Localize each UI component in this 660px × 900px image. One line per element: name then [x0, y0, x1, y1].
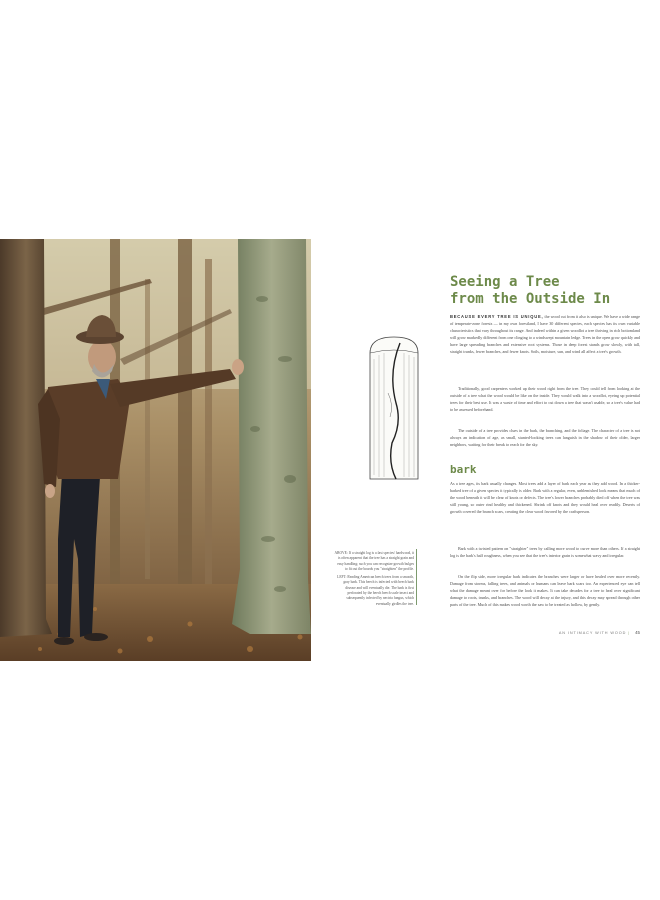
intro-text: the wood cut from it also is unique. We have a wide range of temperate-zone forests — in my own forestland, I have 30 different species, each species has its own variable characteristics that vary throughout its range. And indeed within a given woodlot a tree thriving in rich bottomland will grow markedly different from one clinging to a windswept mountain ledge. Trees in the open grow quickly and have large spreading branches and extensive root systems. Those in deep forest stands grow slowly, with tall, straight trunks, fewer branches, and fewer knots. Soils, moisture, sun, and wind all affect a tree's growth.: [450, 314, 640, 355]
forest-photo: [0, 239, 311, 661]
section-title-line1: Seeing a Tree: [450, 274, 560, 290]
bark-paragraph-1: As a tree ages, its bark usually changes. Most trees add a layer of bark each year as they add wood. In a thicker-barked tree of a given species it typically is older. Bark with a regular, even, unblemished look means that much of the wood beneath it will be clear of knots or defects. The tree's lower branches probably died off when the tree was still young, so outer rind healthy and thickened. Shrink off knots and they would heal over readily. Deserts of growth covered the branch scars, creating the clear wood favored by the craftsperson.: [450, 481, 640, 515]
caption-above: ABOVE: If a straight log is a fast species/ hardwood, it is often apparent that the tree has a straight grain and easy handling; such you can recognize growth bulges to fit out the boards you "straighten" the profile.: [334, 551, 414, 571]
bark-paragraph-3: On the flip side, more irregular bark indicates the branches were larger or have healed over more recently. Damage from storms, falling trees, and animals or humans can leave bark scars too. An experienced eye can tell what the damage meant over for before the look it makes. It can take decades for a tree to heal over significant damage to roots, trunks, and branches. The wood will decay at the injury, and this decay may spread through other parts of the tree. Much of this makes wood worth the saw to be treated as hollow, by gently.: [450, 574, 640, 608]
running-head: AN INTIMACY WITH WOOD: [558, 631, 627, 635]
folio-separator: |: [628, 631, 631, 635]
caption-divider: [416, 549, 417, 605]
subheading-bark: bark: [450, 463, 477, 476]
forest-photo-image: [0, 239, 311, 661]
section-title: [450, 274, 640, 308]
plank-illustration: [366, 333, 422, 483]
photo-caption: [334, 551, 414, 610]
intro-paragraph: [450, 313, 640, 356]
plank-drawing: [366, 333, 422, 483]
intro-lead: BECAUSE EVERY TREE IS UNIQUE,: [450, 314, 544, 319]
caption-left: LEFT: Reading American beech trees from a smooth, gray bark. This beech is infected with beech bark disease and will eventually die. The bark is first perforated by the beech beech scale insect and subsequently infected by nectria fungus, which eventually girdles the tree.: [337, 575, 414, 606]
page-number: 45: [635, 630, 640, 635]
section-title-line2: from the Outside In: [450, 291, 611, 307]
bark-paragraph-2: Bark with a twisted pattern on "straighter" trees by calling more wood to curve more than others. If a straight log is the bark's half roughness, when you see that the tree's interior grain is somewhat wavy and irregular.: [450, 546, 640, 559]
paragraph-2: Traditionally, good carpenters worked up their wood right from the tree. They could tell from looking at the outside of a tree what the wood would be like on the inside. They would walk into a woodlot, eyeing up potential trees for their best use. It was a waste of time and effort to cut down a tree that wasn't usable, so a tree's value had to be assessed beforehand.: [450, 386, 640, 413]
page-folio: [480, 630, 640, 635]
paragraph-3: The outside of a tree provides clues in the bark, the branching, and the foliage. The character of a tree is not always an indication of age, as small, stunted-looking trees can languish in the shadow of their older, larger neighbors, waiting for their break to reach for the sky.: [450, 428, 640, 448]
